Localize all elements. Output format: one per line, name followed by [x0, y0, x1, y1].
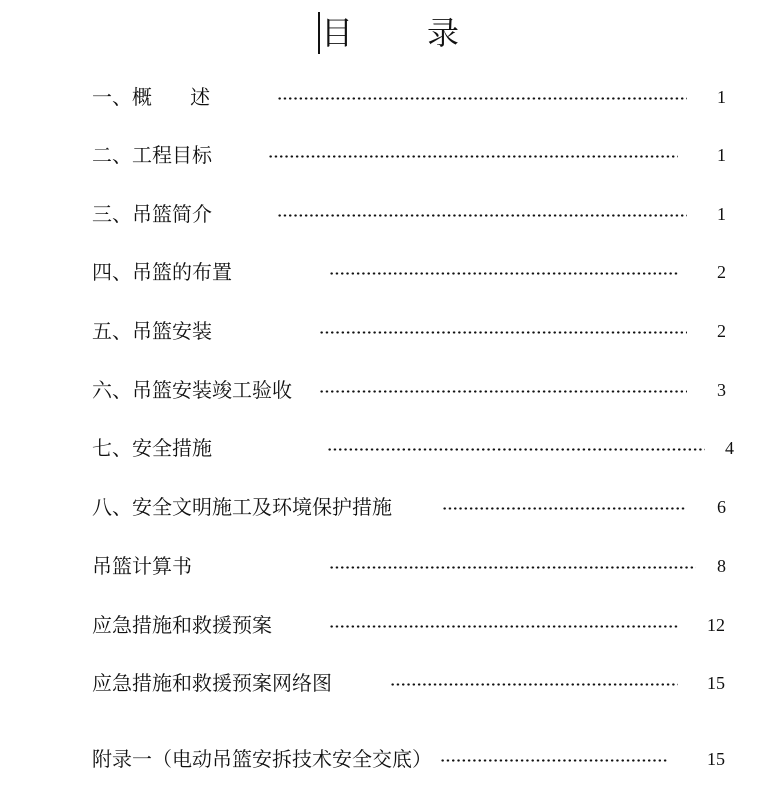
toc-entry-4[interactable] — [0, 257, 780, 287]
toc-entry-9[interactable] — [0, 551, 780, 581]
toc-entry-page: 12 — [707, 615, 725, 635]
toc-entry-6[interactable] — [0, 375, 780, 405]
toc-entry-label: 二、工程目标 — [92, 143, 212, 167]
toc-leader-dots — [440, 759, 668, 762]
toc-entry-5[interactable] — [0, 316, 780, 346]
toc-leader-dots — [329, 566, 696, 569]
toc-leader-dots — [390, 683, 678, 686]
toc-entry-page: 1 — [717, 204, 726, 224]
toc-entry-3[interactable] — [0, 199, 780, 229]
toc-entry-page: 15 — [707, 749, 725, 769]
toc-entry-2[interactable] — [0, 140, 780, 170]
page-title — [0, 10, 780, 56]
toc-entry-label: 附录一（电动吊篮安拆技术安全交底） — [92, 747, 432, 771]
toc-entry-label: 吊篮计算书 — [92, 554, 192, 578]
toc-leader-dots — [442, 507, 687, 510]
toc-entry-7[interactable] — [0, 433, 780, 463]
toc-entry-page: 2 — [717, 262, 726, 282]
toc-leader-dots — [329, 272, 678, 275]
toc-entry-page: 15 — [707, 673, 725, 693]
toc-entry-8[interactable] — [0, 492, 780, 522]
toc-entry-page: 2 — [717, 321, 726, 341]
toc-entry-label: 五、吊篮安装 — [92, 319, 212, 343]
toc-entry-label: 应急措施和救援预案 — [92, 613, 272, 637]
toc-leader-dots — [319, 331, 687, 334]
toc-leader-dots — [277, 97, 687, 100]
title-left-char: 目 — [320, 14, 353, 52]
toc-entry-label: 六、吊篮安装竣工验收 — [92, 378, 292, 402]
toc-entry-page: 4 — [725, 438, 734, 458]
toc-entry-label: 七、安全措施 — [92, 436, 212, 460]
toc-leader-dots — [319, 390, 687, 393]
toc-entry-page: 6 — [717, 497, 726, 517]
toc-entry-page: 3 — [717, 380, 726, 400]
toc-entry-label: 八、安全文明施工及环境保护措施 — [92, 495, 392, 519]
toc-entry-10[interactable] — [0, 610, 780, 640]
toc-entry-11[interactable] — [0, 668, 780, 698]
title-right-char: 录 — [427, 14, 460, 52]
toc-entry-label: 三、吊篮简介 — [92, 202, 212, 226]
toc-entry-label: 四、吊篮的布置 — [92, 260, 232, 284]
toc-leader-dots — [268, 155, 678, 158]
toc-leader-dots — [329, 625, 678, 628]
toc-leader-dots — [327, 448, 705, 451]
toc-entry-12[interactable] — [0, 744, 780, 774]
toc-entry-1[interactable] — [0, 82, 780, 112]
toc-entry-page: 1 — [717, 145, 726, 165]
toc-entry-label: 应急措施和救援预案网络图 — [92, 671, 332, 695]
toc-entry-page: 8 — [717, 556, 726, 576]
toc-entry-label: 一、概 述 — [92, 85, 211, 109]
toc-entry-page: 1 — [717, 87, 726, 107]
toc-leader-dots — [277, 214, 687, 217]
